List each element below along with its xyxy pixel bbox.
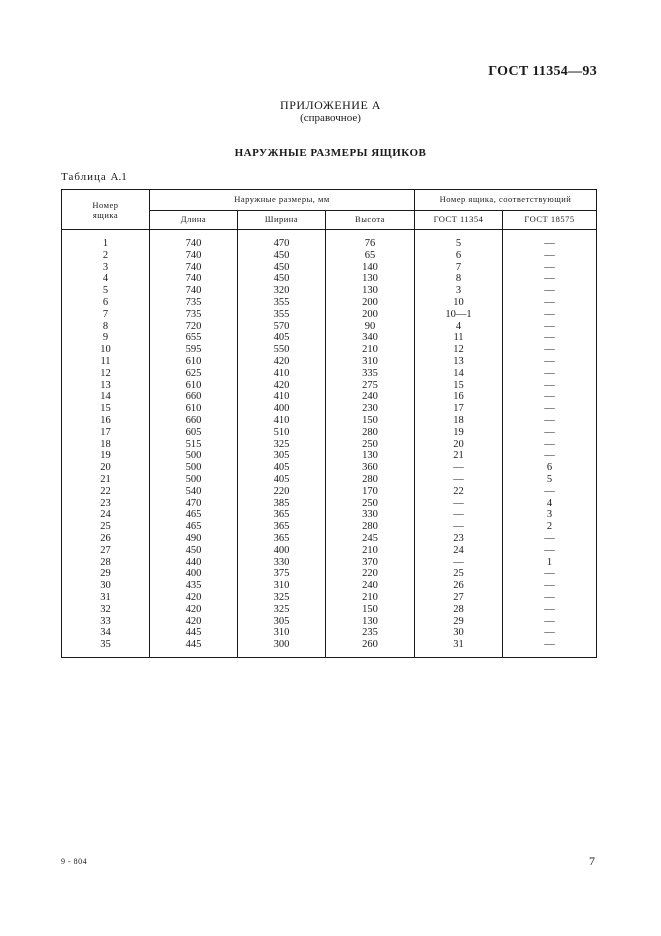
cell-number: 26 [62, 533, 150, 545]
cell-gost-18575: — [503, 604, 597, 616]
cell-number: 32 [62, 604, 150, 616]
table-row [62, 474, 597, 486]
cell-width: 305 [238, 616, 326, 628]
cell-gost-11354: 14 [415, 368, 503, 380]
table-row [62, 368, 597, 380]
print-code: 9 - 804 [61, 857, 88, 866]
table-row [62, 391, 597, 403]
cell-gost-11354: 24 [415, 545, 503, 557]
cell-height: 280 [326, 521, 415, 533]
cell-height: 140 [326, 262, 415, 274]
column-header-number-line2: ящика [92, 209, 119, 220]
cell-length: 740 [150, 273, 238, 285]
cell-width: 355 [238, 297, 326, 309]
cell-width: 330 [238, 557, 326, 569]
cell-gost-11354: 6 [415, 250, 503, 262]
cell-number: 30 [62, 580, 150, 592]
cell-width: 420 [238, 380, 326, 392]
cell-height: 230 [326, 403, 415, 415]
cell-gost-11354: 31 [415, 639, 503, 657]
cell-height: 340 [326, 332, 415, 344]
cell-gost-11354: 17 [415, 403, 503, 415]
cell-number: 10 [62, 344, 150, 356]
cell-height: 260 [326, 639, 415, 657]
table-row [62, 568, 597, 580]
cell-gost-11354: 29 [415, 616, 503, 628]
cell-height: 310 [326, 356, 415, 368]
table-row [62, 639, 597, 657]
table-row [62, 321, 597, 333]
cell-gost-18575: — [503, 250, 597, 262]
appendix-title: ПРИЛОЖЕНИЕ А [280, 98, 381, 112]
cell-gost-11354: 12 [415, 344, 503, 356]
table-row [62, 439, 597, 451]
cell-gost-11354: 18 [415, 415, 503, 427]
cell-width: 420 [238, 356, 326, 368]
cell-width: 325 [238, 604, 326, 616]
table-row [62, 545, 597, 557]
cell-gost-18575: — [503, 391, 597, 403]
cell-length: 465 [150, 509, 238, 521]
cell-width: 375 [238, 568, 326, 580]
table-label [61, 171, 127, 183]
cell-length: 450 [150, 545, 238, 557]
table-row [62, 450, 597, 462]
cell-number: 6 [62, 297, 150, 309]
cell-width: 410 [238, 368, 326, 380]
cell-height: 235 [326, 627, 415, 639]
cell-number: 33 [62, 616, 150, 628]
table-row [62, 533, 597, 545]
cell-gost-11354: 4 [415, 321, 503, 333]
cell-number: 11 [62, 356, 150, 368]
cell-gost-18575: — [503, 368, 597, 380]
cell-height: 360 [326, 462, 415, 474]
cell-length: 500 [150, 450, 238, 462]
cell-number: 5 [62, 285, 150, 297]
cell-width: 405 [238, 332, 326, 344]
cell-length: 500 [150, 474, 238, 486]
cell-gost-11354: — [415, 509, 503, 521]
table-row [62, 462, 597, 474]
cell-number: 23 [62, 498, 150, 510]
cell-gost-11354: 10 [415, 297, 503, 309]
cell-height: 76 [326, 238, 415, 250]
table-label-text: Таблица [61, 171, 107, 183]
cell-number: 29 [62, 568, 150, 580]
cell-gost-18575: — [503, 427, 597, 439]
table-row [62, 498, 597, 510]
cell-gost-18575: 1 [503, 557, 597, 569]
cell-width: 400 [238, 403, 326, 415]
cell-height: 250 [326, 439, 415, 451]
cell-height: 200 [326, 297, 415, 309]
cell-gost-18575: 5 [503, 474, 597, 486]
group-header-dimensions: Наружные размеры, мм [150, 190, 415, 211]
cell-gost-18575: 4 [503, 498, 597, 510]
cell-number: 25 [62, 521, 150, 533]
cell-length: 470 [150, 498, 238, 510]
cell-height: 280 [326, 474, 415, 486]
cell-number: 31 [62, 592, 150, 604]
cell-gost-18575: — [503, 238, 597, 250]
cell-gost-18575: — [503, 356, 597, 368]
cell-gost-11354: 16 [415, 391, 503, 403]
cell-length: 605 [150, 427, 238, 439]
cell-width: 510 [238, 427, 326, 439]
cell-width: 325 [238, 439, 326, 451]
cell-height: 245 [326, 533, 415, 545]
cell-number: 9 [62, 332, 150, 344]
cell-number: 22 [62, 486, 150, 498]
dimensions-table [61, 189, 597, 658]
cell-width: 300 [238, 639, 326, 657]
table-row [62, 273, 597, 285]
table-row [62, 521, 597, 533]
cell-length: 740 [150, 238, 238, 250]
cell-number: 1 [62, 238, 150, 250]
cell-number: 12 [62, 368, 150, 380]
cell-gost-11354: 13 [415, 356, 503, 368]
column-header-number-line1: Номер [92, 199, 119, 210]
cell-number: 14 [62, 391, 150, 403]
cell-height: 150 [326, 604, 415, 616]
cell-width: 220 [238, 486, 326, 498]
cell-width: 310 [238, 580, 326, 592]
cell-number: 16 [62, 415, 150, 427]
cell-width: 405 [238, 474, 326, 486]
cell-gost-18575: — [503, 332, 597, 344]
table-body [62, 230, 597, 658]
cell-height: 220 [326, 568, 415, 580]
cell-gost-11354: 27 [415, 592, 503, 604]
table-row [62, 332, 597, 344]
cell-gost-11354: 22 [415, 486, 503, 498]
cell-gost-11354: — [415, 474, 503, 486]
cell-length: 735 [150, 297, 238, 309]
cell-height: 210 [326, 592, 415, 604]
cell-number: 19 [62, 450, 150, 462]
column-header-height: Высота [326, 211, 415, 230]
cell-gost-11354: 8 [415, 273, 503, 285]
cell-height: 275 [326, 380, 415, 392]
cell-length: 740 [150, 250, 238, 262]
cell-width: 365 [238, 533, 326, 545]
table-row [62, 250, 597, 262]
cell-length: 540 [150, 486, 238, 498]
cell-width: 325 [238, 592, 326, 604]
cell-length: 595 [150, 344, 238, 356]
cell-width: 365 [238, 521, 326, 533]
cell-width: 320 [238, 285, 326, 297]
table-row [62, 344, 597, 356]
cell-gost-18575: — [503, 439, 597, 451]
cell-height: 210 [326, 545, 415, 557]
cell-length: 740 [150, 285, 238, 297]
cell-number: 34 [62, 627, 150, 639]
cell-number: 7 [62, 309, 150, 321]
cell-gost-18575: — [503, 592, 597, 604]
table-row [62, 297, 597, 309]
cell-width: 410 [238, 415, 326, 427]
table-row [62, 580, 597, 592]
cell-height: 170 [326, 486, 415, 498]
table-label-number: А.1 [110, 171, 127, 183]
cell-gost-11354: 10—1 [415, 309, 503, 321]
cell-width: 570 [238, 321, 326, 333]
cell-gost-11354: 26 [415, 580, 503, 592]
cell-gost-18575: — [503, 627, 597, 639]
cell-width: 385 [238, 498, 326, 510]
table-row [62, 509, 597, 521]
cell-width: 550 [238, 344, 326, 356]
cell-length: 740 [150, 262, 238, 274]
cell-number: 8 [62, 321, 150, 333]
cell-height: 250 [326, 498, 415, 510]
table-row [62, 262, 597, 274]
cell-gost-11354: 20 [415, 439, 503, 451]
cell-number: 20 [62, 462, 150, 474]
cell-gost-11354: — [415, 557, 503, 569]
document-code: ГОСТ 11354—93 [488, 64, 597, 79]
cell-number: 3 [62, 262, 150, 274]
cell-gost-11354: 21 [415, 450, 503, 462]
cell-gost-11354: 3 [415, 285, 503, 297]
cell-length: 400 [150, 568, 238, 580]
cell-number: 17 [62, 427, 150, 439]
table-row [62, 486, 597, 498]
cell-length: 610 [150, 356, 238, 368]
cell-height: 130 [326, 616, 415, 628]
cell-height: 200 [326, 309, 415, 321]
cell-gost-18575: 3 [503, 509, 597, 521]
cell-length: 420 [150, 616, 238, 628]
cell-width: 405 [238, 462, 326, 474]
cell-length: 655 [150, 332, 238, 344]
cell-length: 610 [150, 403, 238, 415]
cell-width: 400 [238, 545, 326, 557]
cell-gost-18575: — [503, 262, 597, 274]
cell-gost-18575: — [503, 309, 597, 321]
cell-gost-11354: 7 [415, 262, 503, 274]
cell-number: 13 [62, 380, 150, 392]
cell-width: 470 [238, 238, 326, 250]
column-header-number [62, 190, 150, 230]
cell-length: 420 [150, 604, 238, 616]
cell-gost-18575: 6 [503, 462, 597, 474]
table-row [62, 285, 597, 297]
cell-gost-11354: 25 [415, 568, 503, 580]
cell-height: 330 [326, 509, 415, 521]
cell-gost-18575: — [503, 285, 597, 297]
cell-gost-11354: 28 [415, 604, 503, 616]
column-header-width: Ширина [238, 211, 326, 230]
cell-number: 27 [62, 545, 150, 557]
cell-height: 130 [326, 285, 415, 297]
cell-number: 4 [62, 273, 150, 285]
cell-gost-11354: — [415, 462, 503, 474]
table-row [62, 557, 597, 569]
cell-width: 355 [238, 309, 326, 321]
cell-number: 18 [62, 439, 150, 451]
cell-gost-18575: — [503, 273, 597, 285]
cell-width: 310 [238, 627, 326, 639]
cell-length: 490 [150, 533, 238, 545]
cell-gost-18575: — [503, 450, 597, 462]
cell-length: 420 [150, 592, 238, 604]
cell-height: 210 [326, 344, 415, 356]
column-header-length: Длина [150, 211, 238, 230]
cell-gost-18575: — [503, 533, 597, 545]
cell-length: 625 [150, 368, 238, 380]
appendix-subtitle: (справочное) [300, 112, 361, 124]
cell-number: 2 [62, 250, 150, 262]
table-row [62, 427, 597, 439]
cell-gost-18575: — [503, 415, 597, 427]
cell-height: 370 [326, 557, 415, 569]
table-row [62, 616, 597, 628]
cell-gost-11354: 5 [415, 238, 503, 250]
cell-number: 15 [62, 403, 150, 415]
cell-gost-11354: 15 [415, 380, 503, 392]
cell-gost-18575: — [503, 403, 597, 415]
cell-height: 130 [326, 450, 415, 462]
cell-gost-18575: — [503, 545, 597, 557]
cell-height: 65 [326, 250, 415, 262]
cell-gost-18575: — [503, 639, 597, 657]
group-header-match: Номер ящика, соответствующий [415, 190, 597, 211]
cell-gost-18575: — [503, 486, 597, 498]
table-row [62, 309, 597, 321]
cell-gost-18575: — [503, 344, 597, 356]
cell-gost-18575: — [503, 568, 597, 580]
cell-height: 280 [326, 427, 415, 439]
cell-length: 735 [150, 309, 238, 321]
cell-length: 445 [150, 639, 238, 657]
table-row [62, 356, 597, 368]
cell-length: 660 [150, 391, 238, 403]
table-row [62, 604, 597, 616]
cell-gost-18575: — [503, 580, 597, 592]
cell-height: 240 [326, 391, 415, 403]
cell-length: 500 [150, 462, 238, 474]
cell-length: 720 [150, 321, 238, 333]
cell-gost-11354: 30 [415, 627, 503, 639]
cell-length: 515 [150, 439, 238, 451]
cell-number: 24 [62, 509, 150, 521]
cell-gost-11354: 19 [415, 427, 503, 439]
cell-height: 335 [326, 368, 415, 380]
cell-length: 465 [150, 521, 238, 533]
cell-width: 450 [238, 273, 326, 285]
table-row [62, 415, 597, 427]
cell-width: 410 [238, 391, 326, 403]
cell-number: 35 [62, 639, 150, 657]
page-number: 7 [589, 854, 595, 868]
cell-gost-11354: 23 [415, 533, 503, 545]
cell-length: 435 [150, 580, 238, 592]
cell-gost-11354: — [415, 498, 503, 510]
cell-width: 365 [238, 509, 326, 521]
cell-number: 21 [62, 474, 150, 486]
cell-length: 660 [150, 415, 238, 427]
cell-length: 440 [150, 557, 238, 569]
column-header-gost-18575: ГОСТ 18575 [503, 211, 597, 230]
column-header-gost-11354: ГОСТ 11354 [415, 211, 503, 230]
cell-gost-18575: 2 [503, 521, 597, 533]
table-row [62, 403, 597, 415]
cell-height: 130 [326, 273, 415, 285]
cell-gost-11354: 11 [415, 332, 503, 344]
cell-gost-11354: — [415, 521, 503, 533]
cell-length: 610 [150, 380, 238, 392]
section-heading: НАРУЖНЫЕ РАЗМЕРЫ ЯЩИКОВ [234, 147, 427, 159]
cell-gost-18575: — [503, 321, 597, 333]
cell-height: 90 [326, 321, 415, 333]
table-row [62, 592, 597, 604]
cell-height: 150 [326, 415, 415, 427]
table-row [62, 380, 597, 392]
cell-gost-18575: — [503, 380, 597, 392]
table-row [62, 238, 597, 250]
cell-number: 28 [62, 557, 150, 569]
cell-width: 305 [238, 450, 326, 462]
cell-width: 450 [238, 262, 326, 274]
cell-width: 450 [238, 250, 326, 262]
cell-gost-18575: — [503, 616, 597, 628]
table-row [62, 627, 597, 639]
cell-length: 445 [150, 627, 238, 639]
cell-gost-18575: — [503, 297, 597, 309]
cell-height: 240 [326, 580, 415, 592]
